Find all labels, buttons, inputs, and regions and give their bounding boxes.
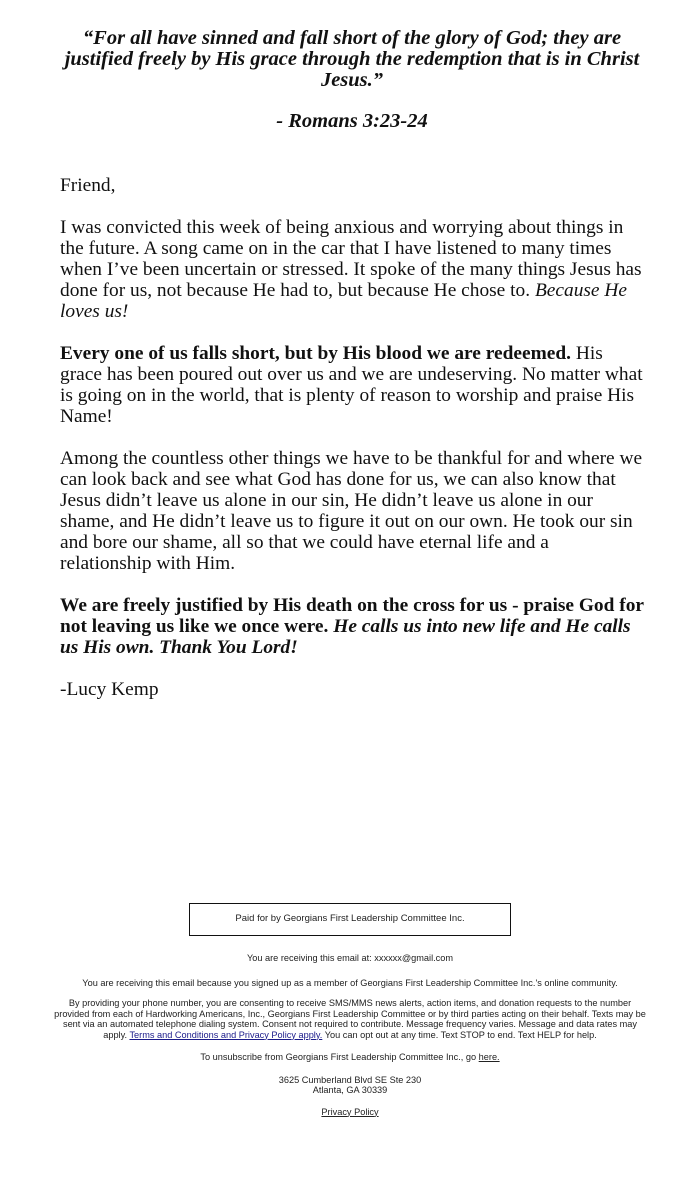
consent-text-after: You can opt out at any time. Text STOP to end. Text HELP for help. <box>324 1029 597 1040</box>
address-line-1: 3625 Cumberland Blvd SE Ste 230 <box>278 1074 422 1085</box>
signup-reason: You are receiving this email because you signed up as a member of Georgians First Leadership Committee Inc.'s online community. <box>82 977 618 988</box>
unsubscribe-notice <box>50 1052 650 1063</box>
terms-and-privacy-link[interactable]: Terms and Conditions and Privacy Policy apply. <box>129 1029 323 1040</box>
email-footer <box>50 903 650 1117</box>
unsubscribe-link[interactable]: here. <box>478 1052 500 1062</box>
receiving-email-address: xxxxxx@gmail.com <box>374 953 454 963</box>
email-body <box>60 28 645 700</box>
scripture-citation: - Romans 3:23-24 <box>276 110 428 132</box>
paid-for-disclaimer-box <box>189 903 511 936</box>
paragraph-4-bold: We are freely justified by His death on the cross for us - praise God for not leaving us like we once were. <box>60 595 644 637</box>
receiving-email-notice <box>50 953 650 964</box>
consent-text-before: By providing your phone number, you are consenting to receive SMS/MMS news alerts, action items, and donation requests to the number provided from each of Hardworking Americans, Inc., Georgians First Leadership Committee or by third parties acting on their behalf. Texts may be sent via an automated telephone dialing system. Consent not required to contribute. Message frequency varies. Message and data rates may apply. <box>54 998 646 1040</box>
paragraph-4-bold-italic: He calls us into new life and He calls us His own. Thank You Lord! <box>60 616 631 658</box>
privacy-policy-row <box>50 1107 650 1118</box>
paragraph-2 <box>60 343 645 427</box>
signature: -Lucy Kemp <box>60 679 159 700</box>
receiving-email-prefix: You are receiving this email at: <box>246 953 372 963</box>
address-line-2: Atlanta, GA 30339 <box>312 1085 388 1095</box>
paragraph-3-text: Among the countless other things we have to be thankful for and where we can look back and see what God has done for us, we can also know that Jesus didn’t leave us alone in our sin, He didn’t leave us alone in our shame, and He didn’t leave us to figure it out on our own. He took our sin and bore our shame, all so that we could have eternal life and a relationship with Him. <box>60 448 643 574</box>
paragraph-1-italic: Because He loves us! <box>60 280 627 322</box>
greeting: Friend, <box>60 175 116 196</box>
sms-consent-notice <box>50 998 650 1040</box>
paragraph-3 <box>60 448 645 574</box>
scripture-quote: “For all have sinned and fall short of the glory of God; they are justified freely by His grace through the redemption that is in Christ Jesus.” <box>64 27 640 91</box>
mailing-address <box>50 1075 650 1096</box>
paid-for-text: Paid for by Georgians First Leadership Committee Inc. <box>235 913 465 925</box>
paragraph-1-text: I was convicted this week of being anxious and worrying about things in the future. A song came on in the car that I have listened to many times when I’ve been uncertain or stressed. It spoke of the many things Jesus has done for us, not because He had to, but because He chose to. <box>60 217 642 301</box>
paragraph-1 <box>60 217 645 322</box>
paragraph-4 <box>60 595 645 658</box>
paragraph-2-text: His grace has been poured out over us and we are undeserving. No matter what is going on in the world, that is plenty of reason to worship and praise His Name! <box>60 343 643 427</box>
unsubscribe-prefix: To unsubscribe from Georgians First Leadership Committee Inc., go <box>200 1052 477 1062</box>
paragraph-2-bold: Every one of us falls short, but by His blood we are redeemed. <box>60 343 571 364</box>
privacy-policy-link[interactable]: Privacy Policy <box>321 1106 379 1117</box>
